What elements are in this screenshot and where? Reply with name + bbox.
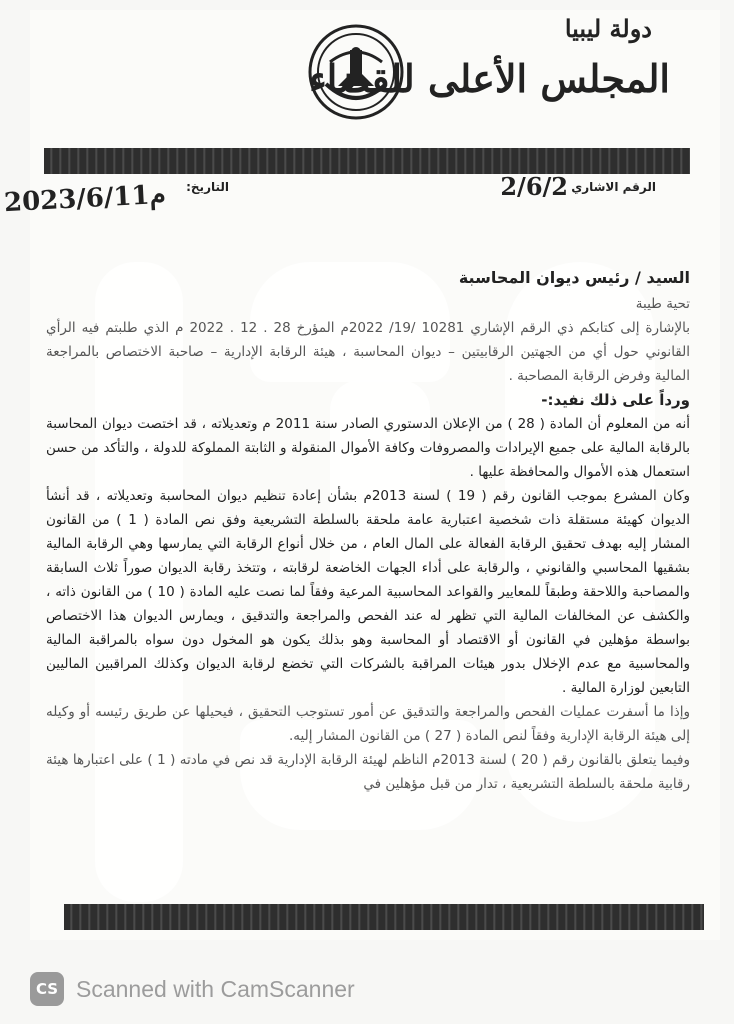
council-title: المجلس الأعلى للقضاء xyxy=(308,56,670,101)
greeting: تحية طيبة xyxy=(635,296,690,312)
camscanner-text: Scanned with CamScanner xyxy=(76,975,355,1002)
paragraph-3: وإذا ما أسفرت عمليات الفحص والمراجعة والتدقيق عن أمور تستوجب التحقيق ، فيحيلها عن طريق رئيسه أو وكيله إلى هيئة الرقابة الإدارية وفقاً لنص المادة ( 27 ) من القانون المشار إليه. xyxy=(46,704,690,744)
paragraph-4: وفيما يتعلق بالقانون رقم ( 20 ) لسنة 2013م الناظم لهيئة الرقابة الإدارية قد نص في مادته ( 1 ) على اعتبارها هيئة رقابية ملحقة بالسلطة التشريعية ، تدار من قبل مؤهلين في xyxy=(46,752,691,792)
header-band xyxy=(44,148,690,174)
reference-value: 2/6/2 xyxy=(500,172,568,201)
date-value: 2023/6/11م xyxy=(3,179,167,219)
reference-label: الرقم الاشاري xyxy=(571,180,656,194)
paragraph-1: أنه من المعلوم أن المادة ( 28 ) من الإعلان الدستوري الصادر سنة 2011 م وتعديلاته ، قد اختصت ديوان المحاسبة بالرقابة المالية على جميع الإيرادات والمصروفات وكافة الأموال المنقولة و الثابتة المملوكة للدولة ، والتأكد من حسن استعمال هذه الأموال والمحافظة عليها . xyxy=(46,416,690,480)
footer-band xyxy=(64,904,704,930)
state-title: دولة ليبيا xyxy=(564,14,652,43)
letter-body xyxy=(46,266,690,796)
camscanner-footer xyxy=(30,972,355,1006)
camscanner-logo-icon: CS xyxy=(30,972,64,1006)
intro-paragraph: بالإشارة إلى كتابكم ذي الرقم الإشاري 10281 /19/ 2022م المؤرخ 28 . 12 . 2022 م الذي طلبتم فيه الرأي القانوني حول أي من الجهتين الرقابيتين – ديوان المحاسبة ، هيئة الرقابة الإدارية – صاحبة الاختصاص بالمراجعة المالية وفرض الرقابة المصاحبة . xyxy=(46,320,691,384)
addressee: السيد / رئيس ديوان المحاسبة xyxy=(458,268,690,287)
section-heading: ورداً على ذلك نفيد:- xyxy=(541,391,690,409)
paragraph-2: وكان المشرع بموجب القانون رقم ( 19 ) لسنة 2013م بشأن إعادة تنظيم ديوان المحاسبة وتعديلاته ، قد أنشأ الديوان كهيئة مستقلة ذات شخصية اعتبارية عامة ملحقة بالسلطة التشريعية وفق نص المادة ( 1 ) من القانون المشار إليه بهدف تحقيق الرقابة الفعالة على المال العام ، من خلال أنواع الرقابة التي يمارسها وهي الرقابة المالية بشقيها المحاسبي والقانوني ، والرقابة على أداء الجهات الخاضعة لرقابته ، وتتخذ رقابة الديوان صوراً ثلاث السابقة والمصاحبة واللاحقة وطبقاً للمعايير والقواعد المحاسبية المرعية وفقاً لما نصت عليه المادة ( 10 ) من القانون ذاته ، والكشف عن المخالفات المالية التي تظهر له عند الفحص والمراجعة والتدقيق ، ويمارس الديوان هذا الاختصاص بواسطة مؤهلين في القانون أو الاقتصاد أو المحاسبة وهو بذلك يكون هو المخول دون سواه بالمراقبة المالية والمحاسبية مع عدم الإخلال بدور هيئات المراقبة بالشركات التي تخضع لرقابة الديوان وكذلك المراقبين الماليين التابعين لوزارة المالية . xyxy=(46,488,691,696)
date-label: التاريخ: xyxy=(186,180,229,194)
